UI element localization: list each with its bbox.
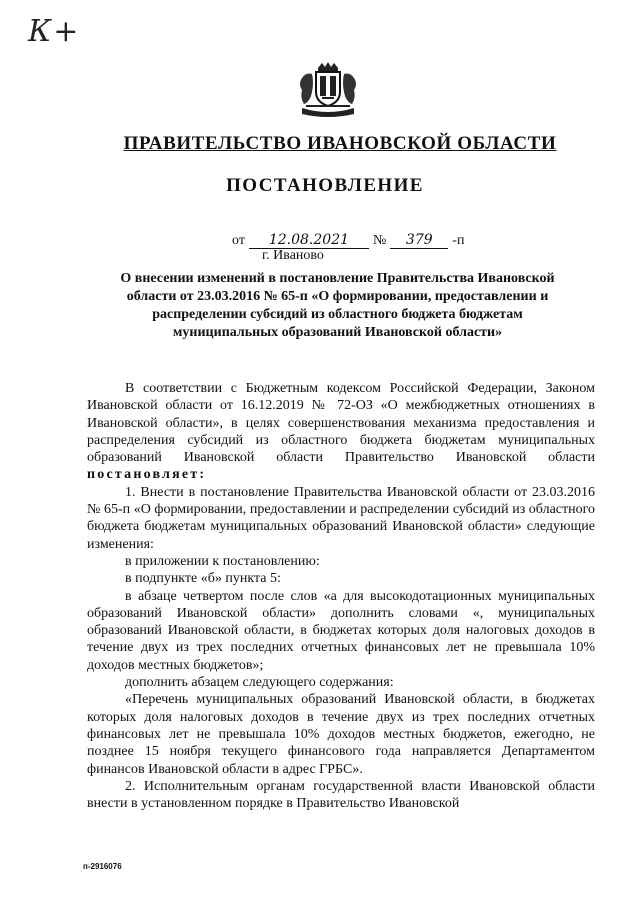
body-paragraph: в абзаце четвертом после слов «а для высокодотационных муниципальных образований Ивановской области» дополнить словами «, муниципальных образований Ивановской области, в бюджетах которых доля налоговых доходов в течение двух из трех последних отчетных финансовых лет не превышала 10% доходов местных бюджетов»;	[87, 588, 595, 673]
handwritten-mark: К+	[28, 14, 81, 49]
body-paragraph: в подпункте «б» пункта 5:	[125, 571, 281, 587]
document-number: 379	[390, 232, 448, 249]
document-body	[87, 380, 595, 812]
number-suffix: -п	[452, 233, 465, 248]
body-paragraph-text: В соответствии с Бюджетным кодексом Российской Федерации, Законом Ивановской области от 16.12.2019 № 72-ОЗ «О межбюджетных отношениях в Ивановской области», в целях совершенствования механизма предоставления и распределения субсидий из областного бюджета бюджетам муниципальных образований Ивановской области Правительство Ивановской области	[87, 381, 595, 466]
document-date: 12.08.2021	[249, 232, 369, 249]
city-name: г. Иваново	[262, 248, 324, 263]
body-paragraph: дополнить абзацем следующего содержания:	[125, 675, 394, 691]
body-paragraph: «Перечень муниципальных образований Ивановской области, в бюджетах которых доля налоговых доходов в течение двух из трех последних отчетных финансовых лет не превышала 10% доходов местных бюджетов, ежегодно, не позднее 15 ноября текущего финансового года направляется Департаментом финансов Ивановской области в адрес ГРБС».	[87, 692, 595, 777]
body-paragraph: 1. Внести в постановление Правительства Ивановской области от 23.03.2016 № 65-п «О формировании, предоставлении и распределении субсидий из областного бюджета бюджетам муниципальных образований Ивановской области» следующие изменения:	[87, 484, 595, 552]
organization-title: ПРАВИТЕЛЬСТВО ИВАНОВСКОЙ ОБЛАСТИ	[123, 133, 557, 154]
body-paragraph: в приложении к постановлению:	[125, 553, 320, 569]
document-subject: О внесении изменений в постановление Правительства Ивановской области от 23.03.2016 № 65-п «О формировании, предоставлении и распределении субсидий из областного бюджета бюджетам муниципальных образований Ивановской области»	[120, 271, 555, 340]
body-paragraph: 2. Исполнительным органам государственной власти Ивановской области внести в установленном порядке в Правительство Ивановской	[87, 778, 595, 812]
body-paragraph	[87, 380, 595, 484]
footer-code: п-2916076	[83, 862, 122, 871]
date-prefix: от	[232, 233, 245, 248]
resolution-keyword: постановляет:	[87, 467, 207, 483]
number-label: №	[372, 233, 387, 248]
date-number-line	[232, 232, 464, 249]
coat-of-arms-emblem	[296, 62, 360, 120]
document-type-title: ПОСТАНОВЛЕНИЕ	[226, 175, 424, 196]
